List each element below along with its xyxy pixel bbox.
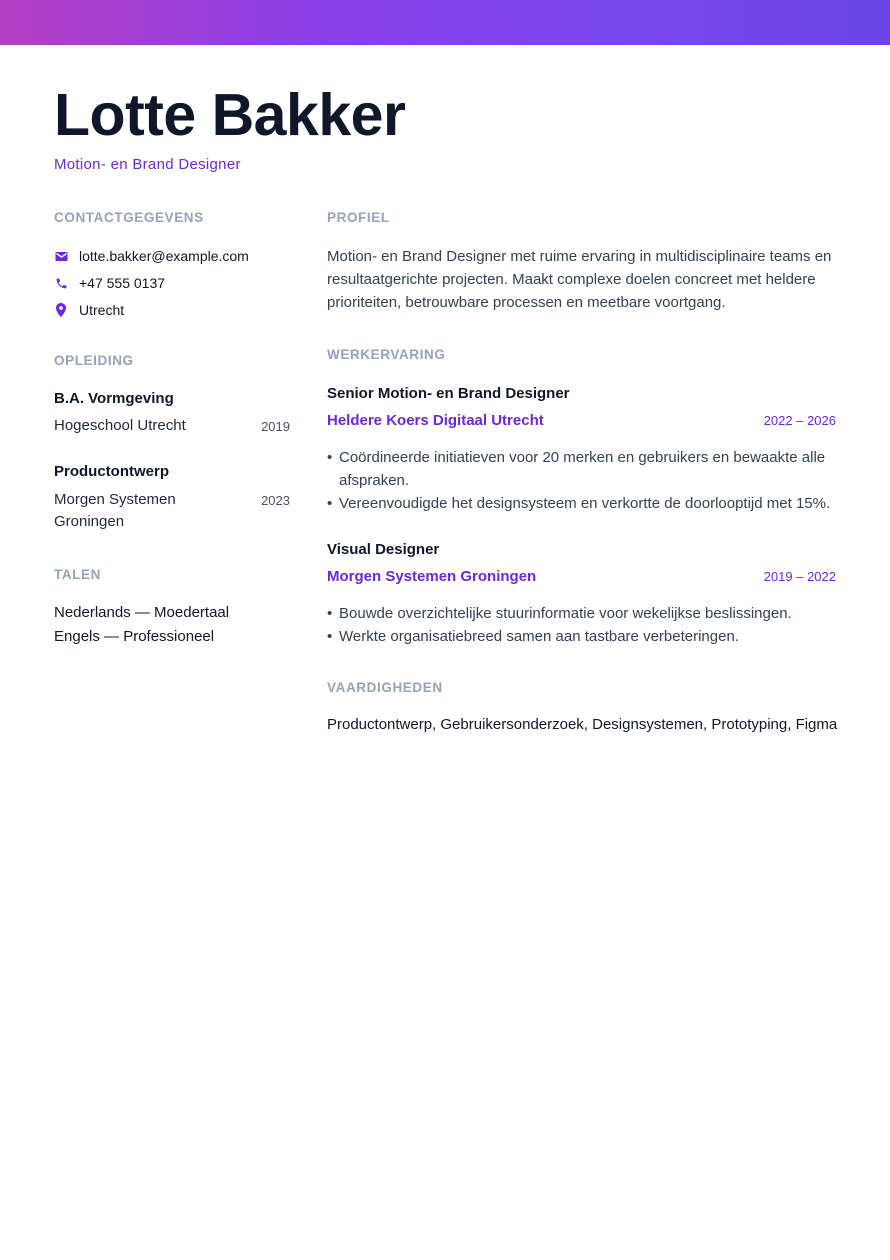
job-company: Morgen Systemen Groningen <box>327 568 537 585</box>
language-item: Nederlands — Moedertaal <box>54 604 230 621</box>
education-heading: OPLEIDING <box>54 353 134 368</box>
job-company: Heldere Koers Digitaal Utrecht <box>327 412 544 429</box>
contact-phone-text: +47 555 0137 <box>79 275 166 291</box>
phone-icon <box>54 276 68 290</box>
contact-email[interactable] <box>54 246 249 266</box>
skills-text: Productontwerp, Gebruikersonderzoek, Designsystemen, Prototyping, Figma <box>327 716 838 733</box>
header-gradient-bar <box>0 0 890 45</box>
candidate-role: Motion- en Brand Designer <box>54 156 241 173</box>
contact-heading: CONTACTGEGEVENS <box>54 210 204 225</box>
job-title: Senior Motion- en Brand Designer <box>327 385 570 402</box>
job-dates: 2019 – 2022 <box>763 569 836 584</box>
language-item: Engels — Professioneel <box>54 628 215 645</box>
education-school: Hogeschool Utrecht <box>54 417 186 434</box>
contact-email-text: lotte.bakker@example.com <box>79 248 249 264</box>
profile-heading: PROFIEL <box>327 210 390 225</box>
job-bullets <box>327 602 847 648</box>
contact-phone[interactable] <box>54 273 165 293</box>
skills-heading: VAARDIGHEDEN <box>327 680 443 695</box>
location-pin-icon <box>54 303 68 317</box>
mail-icon <box>54 249 68 263</box>
job-bullet: • Coördineerde initiatieven voor 20 merken en gebruikers en bewaakte alle afspraken. <box>327 446 847 492</box>
job-title: Visual Designer <box>327 541 440 558</box>
contact-location <box>54 300 124 320</box>
languages-heading: TALEN <box>54 567 101 582</box>
education-year: 2023 <box>261 493 290 508</box>
job-bullet: • Werkte organisatiebreed samen aan tastbare verbeteringen. <box>327 625 847 648</box>
profile-text: Motion- en Brand Designer met ruime ervaring in multidisciplinaire teams en resultaatgerichte projecten. Maakt complexe doelen concreet met heldere prioriteiten, betrouwbare processen en meetbare voortgang. <box>327 248 832 311</box>
education-year: 2019 <box>261 419 290 434</box>
experience-heading: WERKERVARING <box>327 347 446 362</box>
education-degree: B.A. Vormgeving <box>54 390 174 407</box>
job-dates: 2022 – 2026 <box>763 413 836 428</box>
contact-location-text: Utrecht <box>79 302 125 318</box>
education-degree: Productontwerp <box>54 463 169 480</box>
job-bullets <box>327 446 847 515</box>
job-bullet: • Bouwde overzichtelijke stuurinformatie voor wekelijkse beslissingen. <box>327 602 847 625</box>
education-school: Morgen Systemen Groningen <box>54 491 176 530</box>
candidate-name: Lotte Bakker <box>54 82 406 148</box>
job-bullet: • Vereenvoudigde het designsysteem en verkortte de doorlooptijd met 15%. <box>327 492 847 515</box>
